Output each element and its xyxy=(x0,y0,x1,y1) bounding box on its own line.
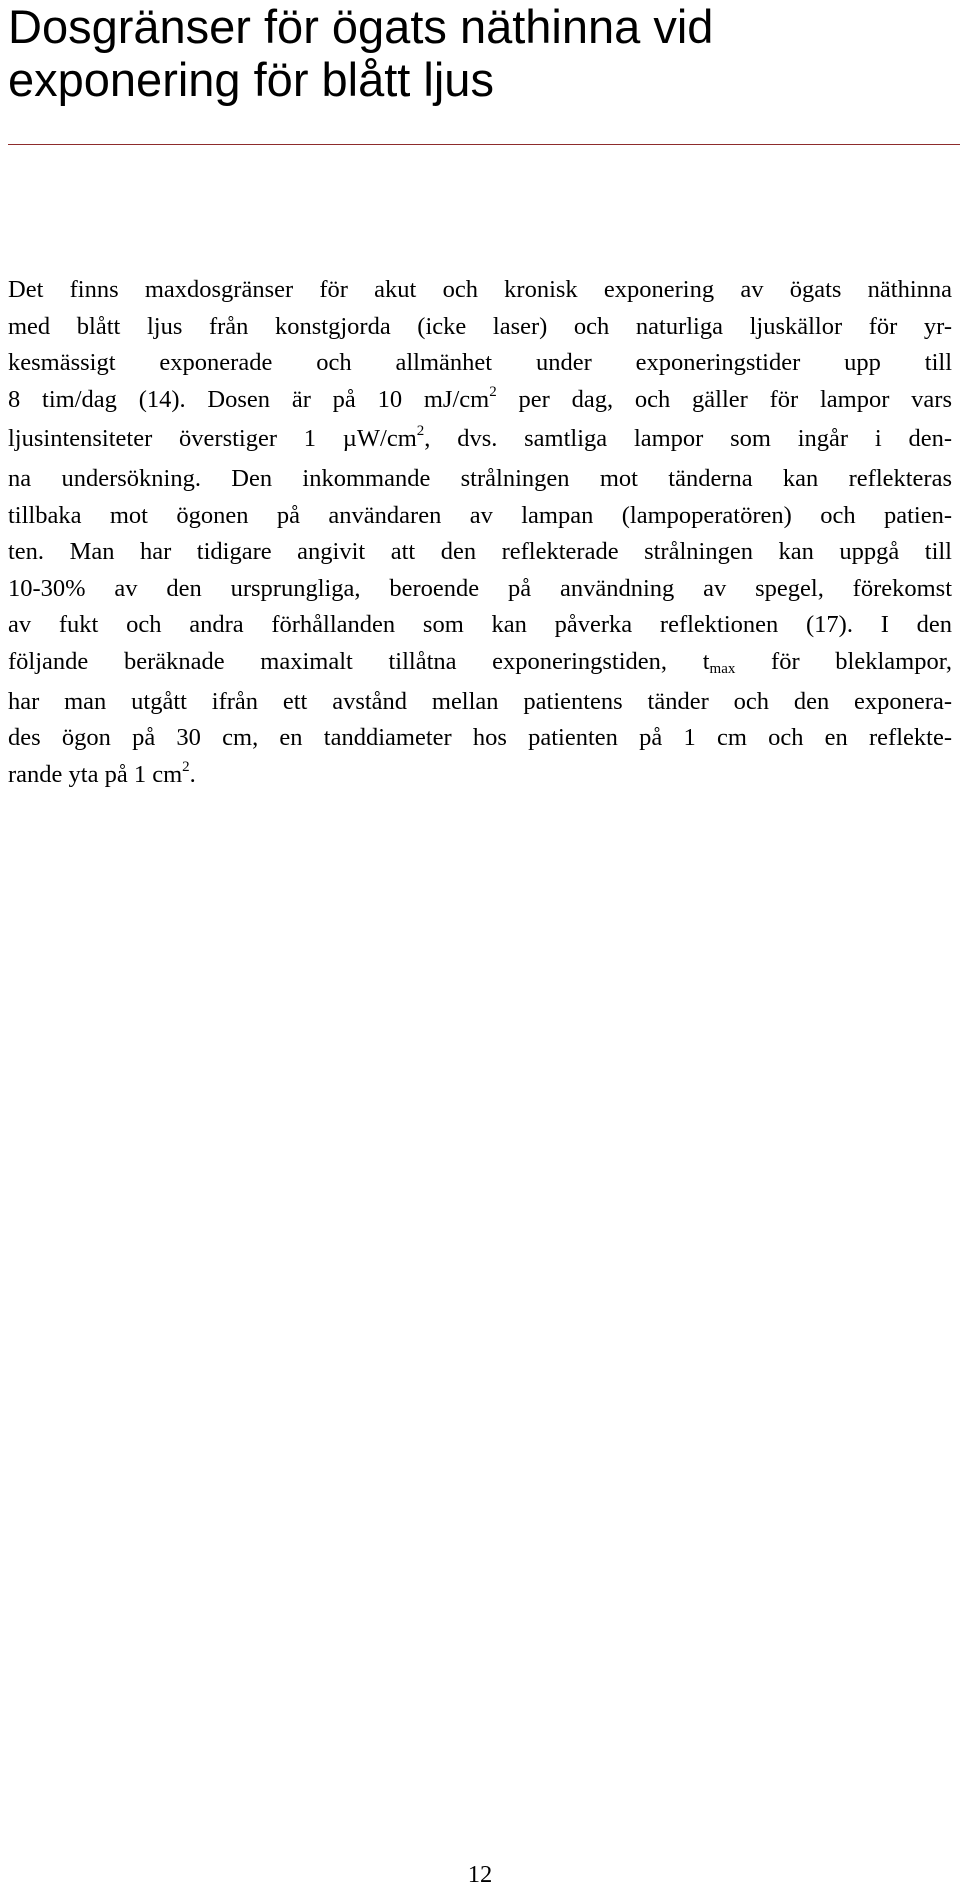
page-number: 12 xyxy=(467,1861,493,1888)
superscript-2: 2 xyxy=(182,758,190,775)
title-divider xyxy=(8,144,960,145)
page-title-line-2: exponering för blått ljus xyxy=(8,53,494,106)
paragraph-line: ljusintensiteter överstiger 1 $\mu W/cm^2$, dvs. samtliga lampor som ingår i den- xyxy=(8,423,952,453)
subscript-max: max xyxy=(709,660,736,677)
paragraph-line: Det finns maxdosgränser för akut och kronisk exponering av ögats näthinna xyxy=(8,276,952,303)
superscript-2: 2 xyxy=(416,423,425,440)
paragraph-line: ten. Man har tidigare angivit att den reflekterade strålningen kan uppgå till xyxy=(8,538,952,566)
paragraph-line: har man utgått ifrån ett avstånd mellan patientens tänder och den exponera- xyxy=(8,687,952,715)
paragraph-line: 10-30% av den ursprungliga, beroende på användning av spegel, förekomst xyxy=(8,574,952,602)
page-title-line-1: Dosgränser för ögats näthinna vid xyxy=(8,0,714,53)
paragraph-line: na undersökning. Den inkommande strålningen mot tänderna kan reflekteras xyxy=(8,464,952,492)
body-paragraph xyxy=(8,272,952,796)
paragraph-line: med blått ljus från konstgjorda (icke laser) och naturliga ljuskällor för yr- xyxy=(8,312,952,340)
superscript-2: 2 xyxy=(489,383,497,400)
paragraph-line: des ögon på 30 cm, en tanddiameter hos patienten på 1 cm och en reflekte- xyxy=(8,724,952,752)
paragraph-line: kesmässigt exponerade och allmänhet under exponeringstider upp till xyxy=(8,349,952,377)
paragraph-line: följande beräknade maximalt tillåtna exponeringstiden, tmax för bleklampor, xyxy=(8,647,952,677)
paragraph-line: av fukt och andra förhållanden som kan påverka reflektionen (17). I den xyxy=(8,611,952,639)
page-title xyxy=(8,0,948,106)
paragraph-line-last: rande yta på 1 $cm^2$. xyxy=(8,758,196,788)
paragraph-line: 8 tim/dag (14). Dosen är på 10 $mJ/cm^2$ per dag, och gäller för lampor vars xyxy=(8,383,952,413)
paragraph-line: tillbaka mot ögonen på användaren av lampan (lampoperatören) och patien- xyxy=(8,501,952,529)
